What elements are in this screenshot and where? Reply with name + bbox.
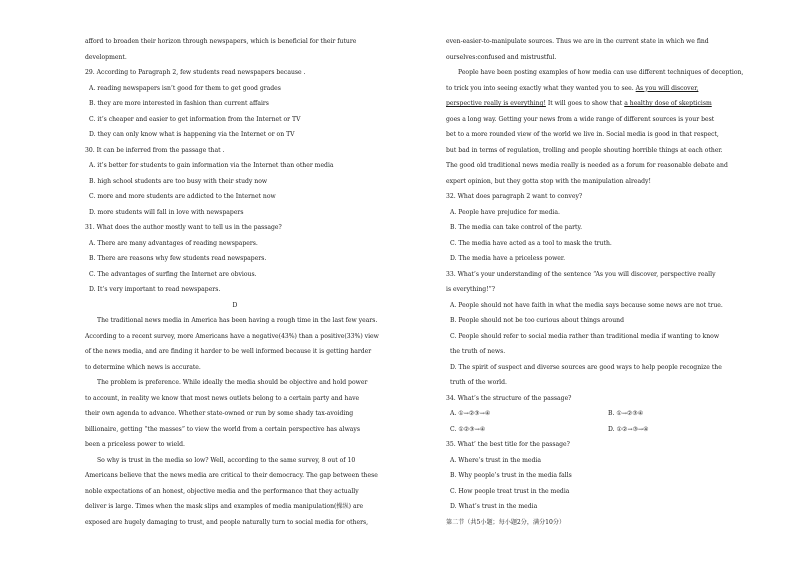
question-33-option-c: C. People should refer to social media rather than traditional media if wanting to know — [450, 332, 720, 340]
passage-line: noble expectations of an honest, objective media and the performance that they actually — [85, 487, 359, 495]
question-31-stem: 31. What does the author mostly want to tell us in the passage? — [85, 224, 282, 231]
question-34-option-c: C. ①②③→④ — [450, 425, 486, 433]
underlined-phrase: As you will discover, — [635, 84, 699, 92]
question-35-option-b: B. Why people’s trust in the media falls — [450, 472, 572, 479]
passage-line: billionaire, getting “the masses” to view the world from a certain perspective has always — [85, 425, 360, 433]
left-column — [85, 34, 385, 530]
question-34-option-a: A. ①→②③→④ — [450, 410, 491, 417]
question-33-stem: 33. What’s your understanding of the sentence “As you will discover, perspective really — [446, 270, 716, 278]
question-32-option-a: A. People have prejudice for media. — [450, 208, 560, 216]
passage-line: expert opinion, but they gotta stop with the manipulation already! — [446, 177, 651, 185]
question-30-option-d: D. more students will fall in love with newspapers — [89, 208, 244, 216]
underlined-phrase: perspective really is everything! — [446, 100, 546, 107]
passage-line — [446, 81, 746, 97]
passage-line: People have been posting examples of how media can use different techniques of deception, — [458, 69, 744, 76]
passage-line: to determine which news is accurate. — [85, 363, 201, 371]
passage-line: development. — [85, 53, 127, 61]
question-34-options-row — [446, 422, 746, 438]
question-35-option-d: D. What’s trust in the media — [450, 503, 538, 510]
passage-line: The traditional news media in America has been having a rough time in the last few years. — [97, 317, 378, 324]
passage-line: So why is trust in the media so low? Well, according to the same survey, 8 out of 10 — [97, 456, 356, 464]
question-34-stem: 34. What’s the structure of the passage? — [446, 394, 572, 402]
question-31-option-b: B. There are reasons why few students read newspapers. — [89, 255, 267, 262]
question-34-options-row — [446, 406, 746, 422]
question-33-option-d: D. The spirit of suspect and diverse sources are good ways to help people recognize the — [450, 363, 722, 371]
question-29-option-a: A. reading newspapers isn’t good for them to get good grades — [89, 84, 281, 92]
question-35-option-a: A. Where’s trust in the media — [450, 456, 541, 464]
question-35-stem: 35. What’ the best title for the passage? — [446, 441, 570, 448]
passage-line: their own agenda to advance. Whether state-owned or run by some shady tax-avoiding — [85, 410, 354, 417]
question-30-stem: 30. It can be inferred from the passage that . — [85, 146, 225, 154]
question-29-option-d: D. they can only know what is happening via the Internet or on TV — [89, 131, 295, 138]
passage-line: bet to a more rounded view of the world we live in. Social media is good in that respect, — [446, 131, 719, 138]
question-34-option-d: D. ①②→③→④ — [608, 425, 649, 433]
passage-line: to account, in reality we know that most news outlets belong to a certain party and have — [85, 394, 360, 402]
question-32-option-c: C. The media have acted as a tool to mask the truth. — [450, 239, 612, 247]
question-29-option-b: B. they are more interested in fashion than current affairs — [89, 100, 269, 107]
question-32-stem: 32. What does paragraph 2 want to convey? — [446, 193, 583, 200]
question-32-option-d: D. The media have a priceless power. — [450, 255, 566, 262]
question-33-option-c: the truth of news. — [450, 348, 506, 355]
passage-line: of the news media, and are finding it harder to be well informed because it is getting harder — [85, 348, 372, 355]
passage-line: The problem is preference. While ideally the media should be objective and hold power — [97, 379, 368, 386]
question-32-option-b: B. The media can take control of the party. — [450, 224, 583, 231]
question-30-option-c: C. more and more students are addicted to the Internet now — [89, 193, 276, 200]
section-d-heading: D — [232, 301, 238, 309]
question-30-option-b: B. high school students are too busy with their study now — [89, 177, 268, 185]
passage-line: but bad in terms of regulation, trolling and people shouting horrible things at each other. — [446, 146, 723, 154]
passage-line: been a priceless power to wield. — [85, 441, 185, 448]
question-33-stem: is everything!”? — [446, 286, 496, 293]
passage-line: Americans believe that the news media are critical to their democracy. The gap between these — [85, 472, 378, 479]
passage-line: afford to broaden their horizon through newspapers, which is beneficial for their future — [85, 38, 357, 45]
passage-line — [446, 96, 746, 112]
question-30-option-a: A. it’s better for students to gain information via the Internet than other media — [89, 162, 334, 169]
question-33-option-a: A. People should not have faith in what the media says because some news are not true. — [450, 301, 723, 309]
passage-line: even-easier-to-manipulate sources. Thus we are in the current state in which we find — [446, 38, 709, 45]
question-29-stem: 29. According to Paragraph 2, few students read newspapers because . — [85, 69, 306, 76]
question-33-option-b: B. People should not be too curious about things around — [450, 317, 624, 324]
question-31-option-c: C. The advantages of surfing the Internet are obvious. — [89, 270, 257, 278]
passage-line: ourselves:confused and mistrustful. — [446, 53, 557, 61]
question-33-option-d: truth of the world. — [450, 379, 507, 386]
question-31-option-a: A. There are many advantages of reading newspapers. — [89, 239, 258, 247]
passage-text: It will goes to show that — [545, 100, 625, 107]
passage-line: The good old traditional news media really is needed as a forum for reasonable debate and — [446, 162, 728, 169]
passage-text: to trick you into seeing exactly what they wanted you to see. — [446, 84, 636, 92]
question-31-option-d: D. It’s very important to read newspapers. — [89, 286, 221, 293]
passage-line: According to a recent survey, more Americans have a negative(43%) than a positive(33%) view — [85, 332, 379, 340]
passage-line: exposed are hugely damaging to trust, and people naturally turn to social media for others, — [85, 518, 369, 526]
section-2-heading: 第二节（共5小题；每小题2分，满分10分） — [446, 518, 566, 526]
right-column — [446, 34, 746, 530]
question-34-option-b: B. ①→②③④ — [608, 410, 644, 417]
underlined-phrase: a healthy dose of skepticism — [624, 100, 712, 107]
question-29-option-c: C. it’s cheaper and easier to get information from the Internet or TV — [89, 115, 301, 123]
passage-line: goes a long way. Getting your news from a wide range of different sources is your best — [446, 115, 715, 123]
question-35-option-c: C. How people treat trust in the media — [450, 487, 570, 495]
passage-line: deliver is large. Times when the mask slips and examples of media manipulation(操纵) are — [85, 503, 364, 510]
